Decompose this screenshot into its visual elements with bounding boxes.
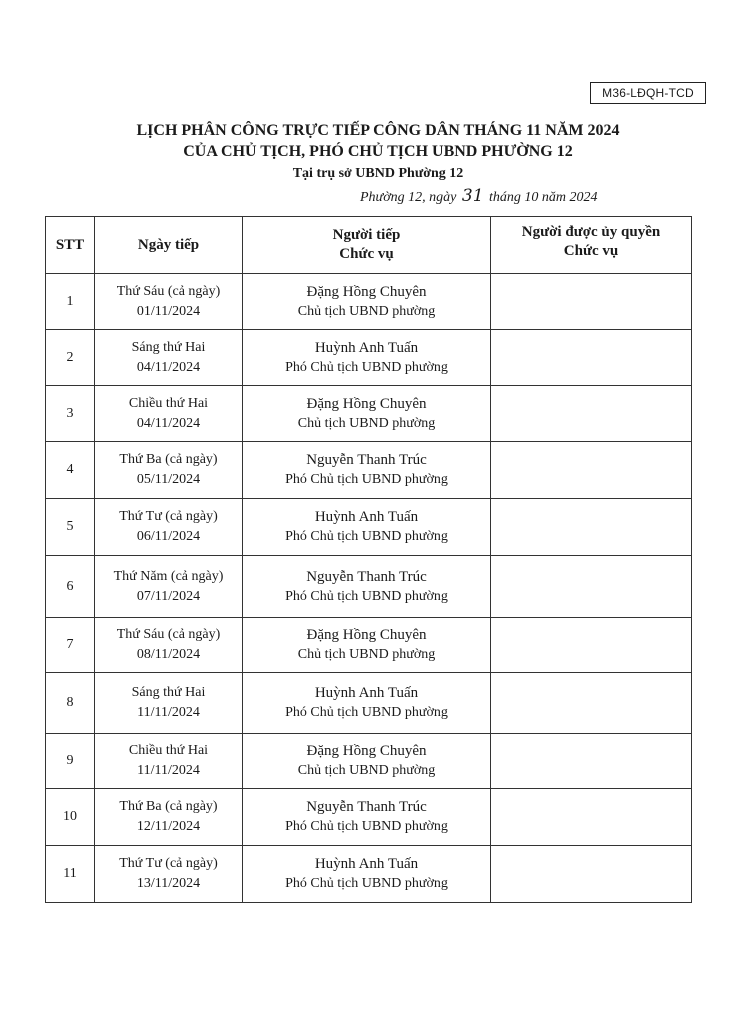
cell-authorized <box>491 734 692 789</box>
day-date: 08/11/2024 <box>136 647 201 662</box>
cell-stt <box>46 789 95 846</box>
stt-value: 10 <box>63 809 77 824</box>
header-receiver <box>243 217 491 274</box>
day-date: 11/11/2024 <box>137 763 200 778</box>
cell-authorized <box>491 330 692 386</box>
day-date: 11/11/2024 <box>137 705 200 720</box>
stt-value: 7 <box>66 637 74 652</box>
cell-authorized <box>491 499 692 556</box>
document-code-box <box>590 82 706 104</box>
receiver-position: Chủ tịch UBND phường <box>297 415 436 431</box>
document-code: M36-LĐQH-TCD <box>602 86 694 100</box>
cell-authorized <box>491 846 692 903</box>
header-receiver-label: Người tiếp <box>332 227 401 243</box>
cell-authorized <box>491 386 692 442</box>
stt-value: 6 <box>66 578 74 594</box>
receiver-name: Huỳnh Anh Tuấn <box>314 856 419 872</box>
cell-day <box>95 499 243 556</box>
cell-stt <box>46 673 95 734</box>
table-row <box>46 734 692 789</box>
cell-day <box>95 846 243 903</box>
stt-value: 1 <box>66 293 74 309</box>
cell-day <box>95 330 243 386</box>
table-header-row <box>46 217 692 274</box>
table-row <box>46 330 692 386</box>
cell-authorized <box>491 673 692 734</box>
table-row <box>46 386 692 442</box>
cell-day <box>95 789 243 846</box>
day-label: Thứ Sáu (cả ngày) <box>116 283 221 299</box>
day-label: Thứ Năm (cả ngày) <box>113 568 224 584</box>
day-label: Thứ Tư (cả ngày) <box>119 509 218 524</box>
receiver-name: Đặng Hồng Chuyên <box>306 395 427 412</box>
table-row <box>46 789 692 846</box>
table-row <box>46 673 692 734</box>
receiver-name: Đặng Hồng Chuyên <box>306 283 427 300</box>
receiver-position: Chủ tịch UBND phường <box>297 647 436 662</box>
day-label: Thứ Ba (cả ngày) <box>119 799 218 814</box>
header-stt: STT <box>46 217 95 274</box>
cell-receiver <box>243 386 491 442</box>
receiver-position: Phó Chủ tịch UBND phường <box>285 876 448 891</box>
day-label: Chiều thứ Hai <box>128 743 209 758</box>
stt-value: 5 <box>66 519 74 534</box>
receiver-name: Nguyễn Thanh Trúc <box>306 799 427 815</box>
day-date: 04/11/2024 <box>136 359 201 375</box>
header-receiver-sub: Chức vụ <box>339 246 394 262</box>
cell-authorized <box>491 442 692 499</box>
header-authorized-label: Người được ủy quyền <box>521 224 661 240</box>
receiver-position: Phó Chủ tịch UBND phường <box>285 359 448 375</box>
cell-stt <box>46 274 95 330</box>
cell-authorized <box>491 274 692 330</box>
day-label: Sáng thứ Hai <box>131 685 206 700</box>
table-row <box>46 618 692 673</box>
cell-stt <box>46 618 95 673</box>
cell-stt <box>46 330 95 386</box>
stt-value: 3 <box>66 405 74 421</box>
stt-value: 4 <box>66 462 74 477</box>
receiver-name: Huỳnh Anh Tuấn <box>314 685 419 701</box>
title-line-3: Tại trụ sở UBND Phường 12 <box>292 166 464 181</box>
title-line-2: CỦA CHỦ TỊCH, PHÓ CHỦ TỊCH UBND PHƯỜNG 12 <box>183 143 573 160</box>
day-date: 04/11/2024 <box>136 415 201 431</box>
receiver-name: Nguyễn Thanh Trúc <box>306 452 427 468</box>
receiver-position: Phó Chủ tịch UBND phường <box>285 588 448 604</box>
cell-day <box>95 442 243 499</box>
stt-value: 2 <box>66 349 74 365</box>
receiver-position: Phó Chủ tịch UBND phường <box>285 705 448 720</box>
day-label: Thứ Ba (cả ngày) <box>119 452 218 467</box>
receiver-name: Đặng Hồng Chuyên <box>306 627 427 643</box>
cell-stt <box>46 442 95 499</box>
cell-authorized <box>491 789 692 846</box>
date-day-handwritten: 31 <box>461 186 484 206</box>
day-date: 06/11/2024 <box>136 529 201 544</box>
schedule-table <box>45 216 692 903</box>
receiver-name: Đặng Hồng Chuyên <box>306 743 427 759</box>
date-suffix: tháng 10 năm 2024 <box>489 190 598 205</box>
table-row <box>46 556 692 618</box>
date-line <box>360 186 660 206</box>
cell-authorized <box>491 556 692 618</box>
cell-authorized <box>491 618 692 673</box>
cell-receiver <box>243 673 491 734</box>
stt-value: 11 <box>63 866 77 881</box>
day-date: 12/11/2024 <box>136 819 201 834</box>
stt-value: 8 <box>66 695 74 710</box>
receiver-name: Huỳnh Anh Tuấn <box>314 509 419 525</box>
receiver-position: Phó Chủ tịch UBND phường <box>285 472 448 487</box>
title-line-1: LỊCH PHÂN CÔNG TRỰC TIẾP CÔNG DÂN THÁNG 11 NĂM 2024 <box>136 122 620 139</box>
cell-stt <box>46 499 95 556</box>
header-authorized <box>491 217 692 274</box>
day-date: 01/11/2024 <box>136 303 201 319</box>
table-row <box>46 442 692 499</box>
cell-receiver <box>243 734 491 789</box>
cell-day <box>95 618 243 673</box>
cell-receiver <box>243 442 491 499</box>
cell-receiver <box>243 846 491 903</box>
header-day: Ngày tiếp <box>95 217 243 274</box>
header-authorized-sub: Chức vụ <box>563 243 619 259</box>
cell-receiver <box>243 789 491 846</box>
cell-day <box>95 673 243 734</box>
day-date: 05/11/2024 <box>136 472 201 487</box>
cell-day <box>95 734 243 789</box>
cell-receiver <box>243 330 491 386</box>
cell-stt <box>46 556 95 618</box>
cell-stt <box>46 386 95 442</box>
day-label: Thứ Tư (cả ngày) <box>119 856 218 871</box>
cell-day <box>95 556 243 618</box>
stt-value: 9 <box>66 753 74 768</box>
receiver-position: Phó Chủ tịch UBND phường <box>285 529 448 544</box>
cell-receiver <box>243 556 491 618</box>
table-row <box>46 499 692 556</box>
receiver-position: Chủ tịch UBND phường <box>297 303 436 319</box>
day-label: Chiều thứ Hai <box>128 395 209 411</box>
receiver-position: Phó Chủ tịch UBND phường <box>285 819 448 834</box>
cell-stt <box>46 734 95 789</box>
cell-day <box>95 386 243 442</box>
receiver-name: Huỳnh Anh Tuấn <box>314 339 419 356</box>
day-label: Sáng thứ Hai <box>131 339 206 355</box>
cell-receiver <box>243 274 491 330</box>
cell-receiver <box>243 499 491 556</box>
table-row <box>46 274 692 330</box>
cell-stt <box>46 846 95 903</box>
receiver-position: Chủ tịch UBND phường <box>297 763 436 778</box>
table-row <box>46 846 692 903</box>
cell-day <box>95 274 243 330</box>
date-prefix: Phường 12, ngày <box>360 190 457 205</box>
receiver-name: Nguyễn Thanh Trúc <box>306 568 427 585</box>
day-date: 13/11/2024 <box>136 876 201 891</box>
day-date: 07/11/2024 <box>136 588 201 604</box>
day-label: Thứ Sáu (cả ngày) <box>116 627 221 642</box>
cell-receiver <box>243 618 491 673</box>
